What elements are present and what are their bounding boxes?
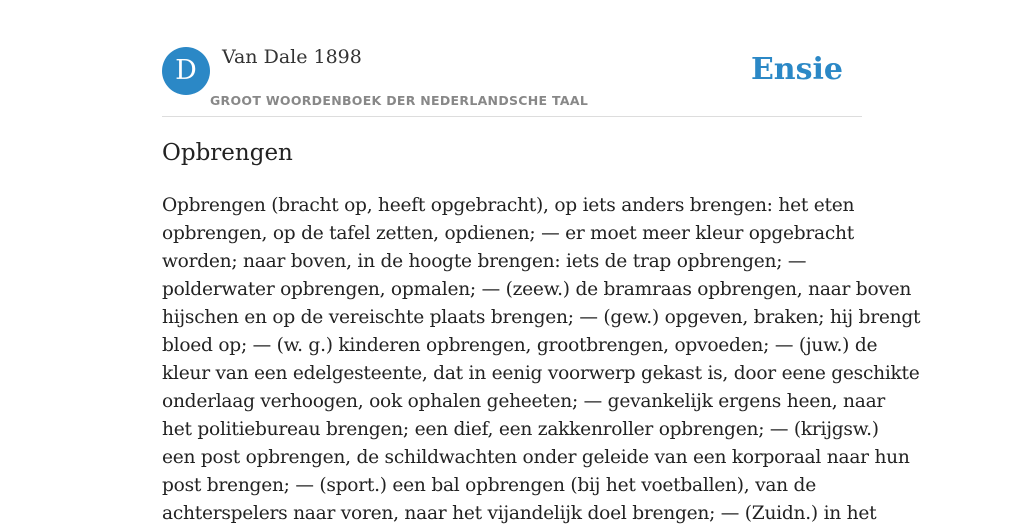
definition-line: een post opbrengen, de schildwachten onder geleide van een korporaal naar hun <box>162 447 910 468</box>
definition-line: onderlaag verhoogen, ook ophalen geheeten; — gevankelijk ergens heen, naar <box>162 391 886 412</box>
dictionary-header <box>162 0 862 117</box>
dictionary-avatar[interactable]: D <box>162 47 210 95</box>
entry-definition <box>162 192 921 528</box>
definition-line: worden; naar boven, in de hoogte brengen: iets de trap opbrengen; — <box>162 251 807 272</box>
ensie-logo-link[interactable]: Ensie <box>750 52 843 87</box>
dictionary-subtitle: GROOT WOORDENBOEK DER NEDERLANDSCHE TAAL <box>210 93 589 108</box>
page-container <box>162 0 921 524</box>
entry-title: Opbrengen <box>162 140 293 166</box>
dictionary-title-link[interactable]: Van Dale 1898 <box>222 46 362 68</box>
definition-line: opbrengen, op de tafel zetten, opdienen; — er moet meer kleur opgebracht <box>162 223 855 244</box>
definition-line: achterspelers naar voren, naar het vijandelijk doel brengen; — (Zuidn.) in het <box>162 503 877 524</box>
definition-line: post brengen; — (sport.) een bal opbrengen (bij het voetballen), van de <box>162 475 816 496</box>
definition-line: het politiebureau brengen; een dief, een zakkenroller opbrengen; — (krijgsw.) <box>162 419 879 440</box>
definition-line: kleur van een edelgesteente, dat in eenig voorwerp gekast is, door eene geschikte <box>162 363 920 384</box>
definition-line: Opbrengen (bracht op, heeft opgebracht), op iets anders brengen: het eten <box>162 195 855 216</box>
definition-line: hijschen en op de vereischte plaats brengen; — (gew.) opgeven, braken; hij brengt <box>162 307 921 328</box>
definition-line: polderwater opbrengen, opmalen; — (zeew.) de bramraas opbrengen, naar boven <box>162 279 912 300</box>
definition-line: bloed op; — (w. g.) kinderen opbrengen, grootbrengen, opvoeden; — (juw.) de <box>162 335 878 356</box>
